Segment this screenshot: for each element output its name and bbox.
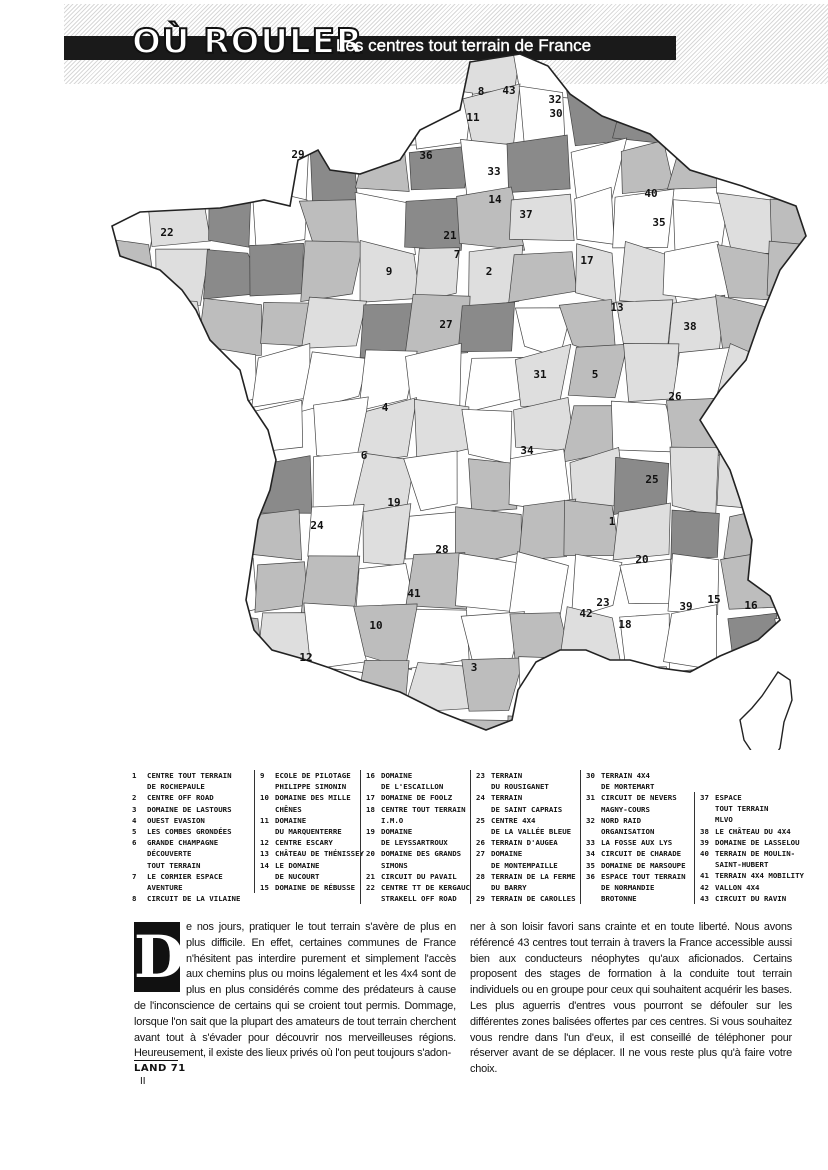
department-area (250, 243, 304, 296)
map-site-label: 40 (644, 187, 658, 200)
legend-number: 5 (132, 827, 137, 837)
legend-label: DOMAINE DE FOOLZ (381, 793, 453, 803)
department-area (576, 244, 616, 303)
legend (132, 770, 812, 910)
legend-number: 31 (586, 793, 595, 803)
department-area (209, 514, 250, 554)
department-area (197, 403, 250, 457)
map-site-label: 35 (652, 216, 666, 229)
department-area (197, 717, 263, 750)
legend-label: CIRCUIT DE LA VILAINE (147, 894, 241, 904)
map-site-label: 22 (160, 226, 174, 239)
department-area (355, 660, 409, 719)
map-site-label: 29 (291, 148, 305, 161)
department-area (156, 249, 210, 306)
legend-number: 18 (366, 804, 375, 814)
map-site-label: 26 (668, 390, 682, 403)
legend-label: DOMAINE DE MONTEMPAILLE (491, 849, 558, 870)
department-area (509, 552, 568, 616)
legend-item (132, 826, 240, 837)
legend-item (476, 837, 576, 848)
legend-number: 6 (132, 838, 137, 848)
legend-label: LE DOMAINE DE NUCOURT (275, 860, 320, 881)
page-number: II (140, 1076, 146, 1087)
map-site-label: 5 (591, 368, 599, 381)
legend-label: CIRCUIT DU PAVAIL (381, 871, 457, 881)
legend-label: TERRAIN D'AUGEA (491, 838, 558, 848)
legend-item (366, 826, 470, 848)
legend-number: 41 (700, 871, 709, 881)
legend-number: 16 (366, 771, 375, 780)
legend-item (476, 792, 576, 814)
legend-item (366, 792, 470, 803)
legend-number: 40 (700, 849, 709, 859)
department-area (775, 608, 827, 667)
legend-item (260, 860, 364, 882)
department-area (405, 512, 463, 559)
department-area (253, 137, 309, 202)
legend-label: LE CHÂTEAU DU 4X4 (715, 826, 791, 836)
map-site-label: 28 (435, 543, 449, 556)
map-site-label: 41 (407, 587, 421, 600)
department-area (611, 40, 673, 101)
legend-number: 2 (132, 793, 137, 803)
map-site-label: 19 (387, 496, 401, 509)
legend-label: NORD RAID ORGANISATION (601, 815, 655, 837)
map-site-label: 11 (466, 111, 480, 124)
department-area (768, 89, 825, 148)
map-site-label: 16 (744, 599, 758, 612)
map-site-label: 25 (645, 473, 659, 486)
legend-item (700, 882, 804, 893)
map-site-label: 32 (548, 93, 562, 106)
department-area (93, 663, 156, 724)
legend-number: 19 (366, 827, 375, 837)
legend-number: 21 (366, 871, 375, 881)
department-area (666, 40, 729, 96)
legend-label: DOMAINE DU MARQUENTERRE (275, 815, 342, 837)
department-area (564, 658, 619, 721)
legend-item (132, 815, 240, 826)
legend-item (366, 804, 470, 826)
department-area (197, 613, 263, 668)
map-site-label: 27 (439, 318, 453, 331)
legend-item (700, 848, 804, 870)
legend-number: 8 (132, 894, 137, 904)
department-area (768, 448, 828, 509)
map-site-label: 2 (485, 265, 493, 278)
department-area (668, 89, 725, 143)
department-area (458, 302, 514, 352)
map-site-label: 42 (579, 607, 593, 620)
legend-number: 11 (260, 815, 269, 825)
legend-label: TERRAIN 4X4 MOBILITY (715, 871, 804, 881)
legend-label: CENTRE ESCARY (275, 838, 333, 848)
map-site-label: 36 (419, 149, 433, 162)
department-area (148, 657, 211, 715)
legend-item (586, 815, 686, 837)
department-area (95, 85, 157, 136)
legend-label: CENTRE TOUT TERRAIN DE ROCHEPAULE (147, 771, 232, 792)
map-site-label: 10 (369, 619, 383, 632)
legend-number: 22 (366, 883, 375, 893)
legend-item (132, 804, 240, 815)
department-area (363, 504, 411, 566)
legend-number: 29 (476, 894, 485, 904)
legend-label: ESPACE TOUT TERRAIN DE NORMANDIE BROTONNE (601, 871, 686, 904)
department-area (250, 40, 309, 91)
article-column-right: ner à son loisir favori sans crainte et en toute liberté. Nous avons référencé 43 centres tout terrain à travers la France accessible aussi bien aux conducteurs néophytes qu'aux aficionados. Certains proposent des stages de formation à la conduite tout terrain individuels ou en groupe pour ceux qui souhaitent acquérir les bases. Les plus aguerris d'entres vous pourront se défouler sur les différentes zones balisées offertes par ces centres. Si vous souhaitez vous rendre dans l'un d'eux, il est conseillé de téléphoner pour réserver avant de se déplacer. Il ne vous reste plus qu'à faire votre choix. (470, 921, 792, 1076)
legend-label: CIRCUIT DU RAVIN (715, 893, 787, 903)
department-area (726, 409, 785, 452)
department-area (196, 89, 251, 150)
legend-item (132, 837, 240, 871)
page-title: OÙ ROULER (132, 22, 364, 62)
department-area (197, 298, 262, 356)
department-area (250, 710, 311, 750)
legend-label: TERRAIN DE MOULIN- SAINT-HUBERT (715, 849, 796, 870)
legend-number: 17 (366, 793, 375, 803)
legend-label: LA FOSSE AUX LYS (601, 838, 673, 848)
legend-item (476, 871, 576, 893)
department-area (507, 716, 573, 750)
legend-item (132, 770, 240, 792)
legend-item (476, 815, 576, 837)
department-area (414, 399, 469, 461)
legend-number: 32 (586, 815, 595, 825)
department-area (300, 40, 357, 100)
legend-item (476, 893, 576, 904)
legend-item (366, 770, 470, 792)
legend-label: CENTRE 4X4 DE LA VALLÉE BLEUE (491, 815, 572, 837)
legend-label: TERRAIN 4X4 DE MORTEMART (601, 771, 655, 792)
legend-number: 3 (132, 804, 137, 814)
map-site-label: 34 (520, 444, 534, 457)
legend-number: 9 (260, 771, 265, 780)
map-site-label: 4 (381, 401, 389, 414)
department-area (358, 92, 419, 146)
map-site-label: 23 (596, 596, 610, 609)
legend-item (586, 837, 686, 848)
legend-label: DOMAINE DES GRANDS SIMONS (381, 849, 462, 870)
legend-item (132, 893, 240, 904)
legend-label: CIRCUIT DE CHARADE (601, 849, 682, 859)
legend-number: 14 (260, 860, 269, 870)
legend-item (476, 770, 576, 792)
legend-item (586, 792, 686, 814)
legend-label: LE CORMIER ESPACE AVENTURE (147, 871, 223, 893)
legend-label: CIRCUIT DE NEVERS MAGNY-COURS (601, 793, 677, 814)
map-site-label: 39 (679, 600, 693, 613)
legend-label: VALLON 4X4 (715, 882, 760, 892)
legend-label: CENTRE OFF ROAD (147, 793, 214, 803)
legend-number: 28 (476, 871, 485, 881)
department-area (564, 707, 625, 750)
department-area (728, 613, 777, 662)
legend-number: 4 (132, 815, 137, 825)
department-area (770, 137, 825, 193)
department-area (92, 40, 151, 99)
magazine-name: LAND 71 (134, 1063, 186, 1074)
legend-item (586, 770, 686, 792)
department-area (613, 503, 670, 560)
department-area (143, 402, 203, 458)
map-site-label: 30 (549, 107, 563, 120)
legend-label: DOMAINE DES MILLE CHÊNES (275, 793, 351, 814)
legend-number: 24 (476, 793, 485, 803)
legend-label: DOMAINE DE LEYSSARTROUX (381, 827, 448, 848)
map-site-label: 20 (635, 553, 649, 566)
department-area (255, 562, 308, 613)
department-area (464, 358, 523, 413)
department-area (148, 195, 211, 246)
legend-number: 42 (700, 882, 709, 892)
department-area (507, 135, 570, 192)
legend-number: 43 (700, 893, 709, 903)
department-area (301, 241, 364, 302)
legend-column (360, 770, 470, 904)
department-area (93, 349, 160, 410)
legend-item (700, 837, 804, 848)
legend-item (586, 860, 686, 871)
department-area (403, 662, 470, 712)
legend-number: 27 (476, 849, 485, 859)
map-site-label: 21 (443, 229, 457, 242)
department-area (252, 84, 309, 145)
legend-number: 34 (586, 849, 595, 859)
legend-number: 1 (132, 771, 137, 780)
legend-label: OUEST EVASION (147, 815, 205, 825)
legend-item (132, 792, 240, 803)
department-area (404, 451, 457, 511)
department-area (204, 450, 260, 515)
legend-number: 30 (586, 771, 595, 780)
france-map (0, 40, 828, 750)
department-area (462, 409, 512, 464)
map-site-label: 37 (519, 208, 533, 221)
department-area (156, 499, 204, 562)
legend-label: TERRAIN DU ROUSIGANET (491, 771, 549, 792)
legend-label: LES COMBES GRONDÉES (147, 827, 232, 837)
dropcap: D (134, 923, 185, 991)
department-area (144, 299, 206, 351)
department-area (97, 298, 154, 345)
legend-label: DOMAINE DE MARSOUPE (601, 860, 686, 870)
department-area (717, 85, 774, 148)
legend-item (700, 792, 804, 826)
legend-number: 37 (700, 793, 709, 802)
department-area (94, 554, 160, 616)
department-area (665, 708, 727, 750)
legend-item (366, 848, 470, 870)
corsica-island (740, 672, 792, 750)
department-area (94, 408, 157, 457)
legend-label: GRANDE CHAMPAGNE DÉCOUVERTE TOUT TERRAIN (147, 838, 219, 870)
department-area (199, 346, 256, 412)
department-area (776, 501, 828, 561)
department-area (559, 40, 618, 95)
department-area (92, 448, 158, 503)
legend-column (254, 770, 364, 893)
legend-column (580, 770, 686, 904)
map-site-label: 33 (487, 165, 501, 178)
article-text-left: e nos jours, pratiquer le tout terrain s'avère de plus en plus difficile. En effet, certaines communes de France n'hésitent pas interdire purement et simplement l'accès aux chemins plus ou moins légalement et les 4x4 sont de plus en plus considérés comme des prédateurs à cause de l'inconscience de certains qui se croient tout permis. Dommage, lorsque l'on sait que la plupart des amateurs de tout terrain cherchent avant tout à s'évader pour découvrir nos merveilleuses régions. Heureusement, il existe des lieux privés où l'on peut toujours s'adon- (134, 921, 456, 1060)
department-area (768, 552, 828, 621)
department-area (308, 711, 356, 750)
department-area (198, 660, 261, 715)
legend-item (586, 871, 686, 905)
legend-number: 26 (476, 838, 485, 848)
legend-label: CENTRE TT DE KERGAUC STRAKELL OFF ROAD (381, 883, 470, 904)
legend-number: 13 (260, 849, 269, 859)
department-area (152, 559, 201, 614)
legend-item (260, 770, 364, 792)
map-site-label: 38 (683, 320, 697, 333)
legend-item (260, 848, 364, 859)
legend-item (586, 848, 686, 859)
department-area (669, 666, 731, 724)
department-area (197, 40, 264, 100)
department-area (143, 347, 211, 413)
legend-label: CENTRE TOUT TERRAIN I.M.O (381, 804, 466, 825)
department-area (146, 618, 212, 662)
legend-label: TERRAIN DE CAROLLES (491, 894, 576, 904)
legend-number: 36 (586, 871, 595, 881)
department-area (93, 152, 158, 194)
legend-label: ECOLE DE PILOTAGE PHILIPPE SIMONIN (275, 771, 351, 792)
department-area (301, 667, 364, 724)
map-site-label: 17 (580, 254, 594, 267)
department-area (209, 146, 252, 200)
map-site-label: 31 (533, 368, 547, 381)
map-site-label: 15 (707, 593, 721, 606)
legend-number: 38 (700, 826, 709, 836)
department-area (776, 40, 822, 88)
legend-item (260, 815, 364, 837)
map-site-label: 24 (310, 519, 324, 532)
department-area (671, 510, 719, 559)
legend-label: DOMAINE DE RÉBUSSE (275, 883, 356, 893)
legend-column (132, 770, 240, 904)
department-area (363, 40, 410, 97)
department-area (355, 143, 409, 192)
legend-item (700, 826, 804, 837)
legend-label: ESPACE TOUT TERRAIN MLVO (715, 793, 769, 825)
legend-label: DOMAINE DE LASTOURS (147, 804, 232, 814)
legend-label: CHÂTEAU DE THÉNISSEY (275, 849, 364, 859)
legend-number: 23 (476, 771, 485, 780)
department-area (155, 449, 204, 513)
map-site-label: 12 (299, 651, 313, 664)
map-site-label: 1 (608, 515, 616, 528)
department-area (770, 199, 825, 246)
legend-label: TERRAIN DE SAINT CAPRAIS (491, 793, 563, 814)
legend-item (700, 893, 804, 904)
legend-number: 35 (586, 860, 595, 870)
map-site-label: 8 (477, 85, 485, 98)
legend-number: 25 (476, 815, 485, 825)
legend-number: 39 (700, 837, 709, 847)
map-site-label: 9 (385, 265, 393, 278)
department-area (670, 447, 719, 517)
department-area (94, 502, 160, 568)
page-subtitle: Les centres tout terrain de France (336, 36, 592, 55)
department-area (102, 713, 150, 750)
department-area (664, 605, 717, 670)
legend-item (260, 837, 364, 848)
map-site-label: 7 (453, 248, 461, 261)
legend-label: DOMAINE DE LASSELOU (715, 837, 800, 847)
map-site-label: 3 (470, 661, 478, 674)
legend-item (260, 882, 364, 893)
legend-number: 20 (366, 849, 375, 859)
department-area (146, 140, 212, 204)
map-site-label: 43 (502, 84, 516, 97)
department-area (779, 300, 828, 356)
legend-number: 15 (260, 883, 269, 893)
department-area (356, 713, 417, 750)
map-site-label: 13 (610, 301, 624, 314)
legend-column (694, 792, 804, 904)
legend-item (366, 871, 470, 882)
legend-label: DOMAINE DE L'ESCAILLON (381, 771, 444, 792)
department-area (613, 716, 680, 750)
legend-item (476, 848, 576, 870)
department-area (405, 198, 466, 251)
department-area (301, 92, 367, 152)
department-area (618, 667, 667, 723)
department-area (148, 712, 204, 750)
department-area (775, 408, 828, 460)
department-area (405, 609, 469, 669)
department-area (613, 86, 680, 145)
department-area (409, 146, 469, 190)
department-area (248, 659, 316, 723)
map-site-label: 18 (618, 618, 632, 631)
map-site-label: 14 (488, 193, 502, 206)
department-area (145, 83, 209, 143)
department-area (251, 400, 302, 452)
legend-column (470, 770, 576, 904)
legend-label: TERRAIN DE LA FERME DU BARRY (491, 871, 576, 893)
department-area (716, 46, 771, 84)
legend-item (366, 882, 470, 904)
legend-item (700, 870, 804, 881)
legend-number: 12 (260, 838, 269, 848)
department-area (247, 456, 312, 514)
legend-item (260, 792, 364, 814)
department-area (717, 193, 777, 255)
department-area (411, 40, 467, 95)
legend-number: 10 (260, 793, 269, 803)
department-area (302, 297, 367, 348)
department-area (147, 40, 209, 95)
legend-number: 33 (586, 838, 595, 848)
department-area (509, 252, 577, 303)
department-area (519, 657, 568, 719)
department-area (92, 604, 160, 665)
department-area (772, 349, 828, 409)
article-column-left (134, 920, 456, 1062)
legend-number: 7 (132, 871, 137, 881)
map-site-label: 6 (360, 449, 368, 462)
legend-item (132, 871, 240, 893)
